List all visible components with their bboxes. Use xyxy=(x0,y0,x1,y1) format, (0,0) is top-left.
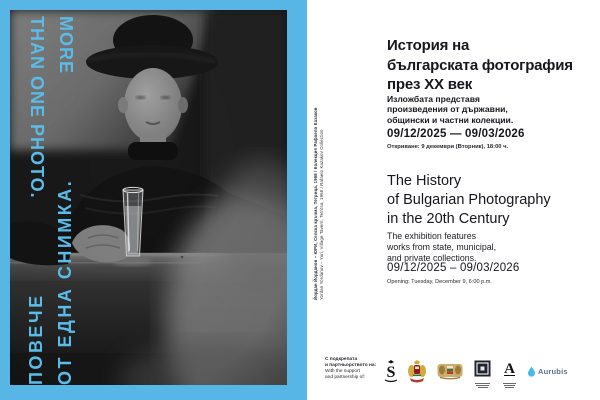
bg-title-line3: през XX век xyxy=(387,76,473,93)
opening-info-bulgarian: Откриване: 9 декември (Вторник), 18:00 ч. xyxy=(387,144,509,150)
svg-text:S: S xyxy=(386,364,396,381)
sofia-municipality-emblem-icon xyxy=(383,360,399,389)
academy-caption xyxy=(502,383,517,388)
text-panel xyxy=(307,0,600,400)
en-body-line1: The exhibition features xyxy=(387,231,476,241)
description-bulgarian xyxy=(387,94,513,125)
bg-body-line2: произведения от държавни, xyxy=(387,104,508,115)
aurubis-wordmark: Aurubis xyxy=(538,367,568,376)
tagline-bg-line2: ОТ ЕДНА СНИМКА. xyxy=(55,178,75,385)
bg-body-line1: Изложбата представя xyxy=(387,94,480,104)
bulgaria-coat-of-arms-icon xyxy=(407,360,427,389)
en-body-line2: works from state, municipal, xyxy=(387,242,497,252)
en-title-line2: of Bulgarian Photography xyxy=(387,191,551,208)
description-english xyxy=(387,231,496,264)
support-line1: С подкрепата xyxy=(325,357,358,362)
bg-title-line1: История на xyxy=(387,37,470,54)
dates-english: 09/12/2025 – 09/03/2026 xyxy=(387,262,520,274)
support-line3: With the support xyxy=(325,369,360,374)
bg-title-line2: българската фотография xyxy=(387,56,573,74)
tagline-en-line2: THAN ONE PHOTO. xyxy=(27,16,47,199)
photo-credit-en: Yordan Yordanov – Yuri, Village Tavern, Tetritsa, 1968 / Rafaelo Kazakov Collection xyxy=(318,129,324,300)
film-archive-square-emblem-icon xyxy=(474,360,491,389)
tagline-en-line1: MORE xyxy=(56,16,76,74)
photo-credit xyxy=(313,107,324,300)
en-body-line3: and private collections. xyxy=(387,253,477,263)
en-title-line1: The History xyxy=(387,173,462,189)
support-line4: and partnership of: xyxy=(325,375,366,380)
title-bulgarian xyxy=(387,36,573,95)
svg-text:A: A xyxy=(504,361,515,377)
aurubis-droplet-icon xyxy=(527,366,536,377)
tagline-bg-line1: ПОВЕЧЕ xyxy=(26,293,46,385)
tagline-english xyxy=(22,16,80,199)
gold-heraldic-crest-icon xyxy=(437,363,463,385)
opening-info-english: Opening: Tuesday, December 9, 6:00 p.m. xyxy=(387,279,492,285)
film-archive-caption xyxy=(474,383,491,388)
support-line2: и партньорството на: xyxy=(325,363,377,368)
title-english xyxy=(387,172,551,228)
aurubis-logo xyxy=(527,366,568,377)
academy-a-emblem-icon xyxy=(502,360,517,389)
tagline-bulgarian xyxy=(22,179,80,385)
photo-credit-bg: Йордан Йорданов – ЮРИ, Селска кръчма, Тетрица, 1968 / Колекция Рафаело Казаков xyxy=(313,107,318,300)
dates-bulgarian: 09/12/2025 — 09/03/2026 xyxy=(387,128,525,140)
support-text xyxy=(325,357,376,381)
en-title-line3: in the 20th Century xyxy=(387,210,510,227)
bg-body-line3: общински и частни колекции. xyxy=(387,114,514,125)
